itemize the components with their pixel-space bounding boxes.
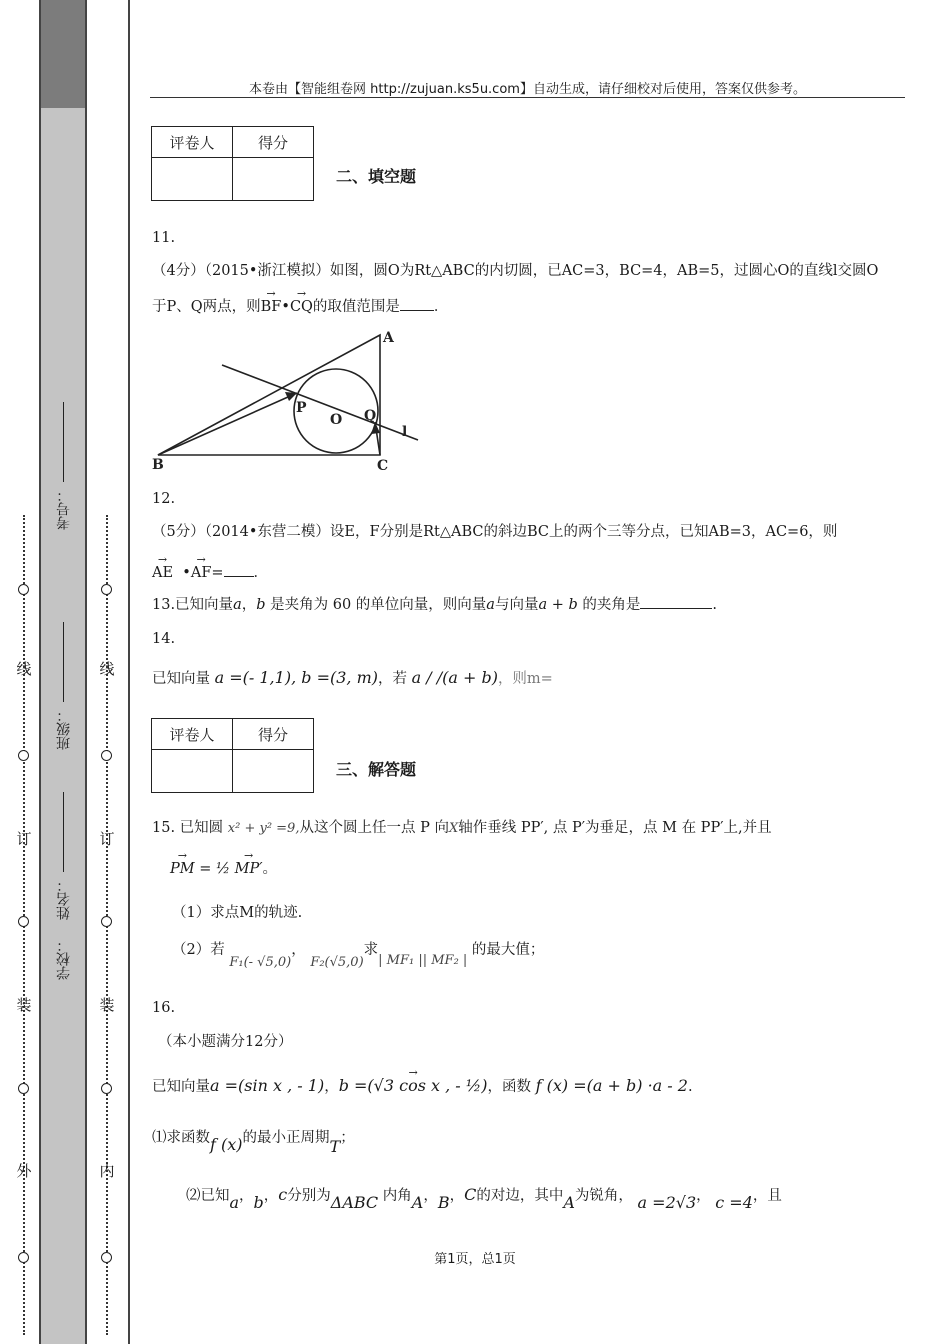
q11-line2-text2: 的取值范围是: [312, 299, 400, 315]
dot-operator: •: [281, 299, 290, 315]
binding-ring: [18, 916, 29, 927]
grader-cell[interactable]: [152, 750, 233, 793]
vector-af: → AF: [191, 563, 212, 583]
q11-line2-text: 于P、Q两点，则: [152, 299, 261, 315]
side-a-value: a =2√3: [637, 1193, 697, 1212]
vector-cq: → CQ: [290, 297, 313, 317]
side-c: c: [278, 1185, 288, 1204]
field-class[interactable]: [46, 600, 82, 750]
inner-char-order: 订: [99, 830, 115, 848]
section-title-fill: 二、填空题: [336, 167, 417, 186]
function-def: f (x) =(a + b) ·a - 2: [535, 1076, 688, 1095]
q12-number: 12.: [152, 491, 176, 507]
label-b: B: [152, 457, 164, 473]
vector-ae: → AE: [152, 563, 173, 583]
grader-cell[interactable]: [152, 158, 233, 201]
binding-ring: [18, 1083, 29, 1094]
side-b: b: [253, 1193, 264, 1212]
field-label: 学校：: [56, 938, 72, 980]
angle-a: A: [563, 1193, 575, 1212]
dot-operator: •: [182, 565, 191, 581]
comma: ，: [291, 942, 306, 958]
vector-a-def: a =(sin x , - 1): [210, 1076, 325, 1095]
score-table: [151, 126, 314, 201]
q13-text: 与向量: [494, 597, 539, 613]
q14-text: ，则m=: [497, 671, 553, 687]
q14-parallel: a / /(a + b): [411, 668, 498, 687]
binding-rule-left: [39, 0, 41, 1344]
period: ．: [433, 299, 449, 315]
period: .: [712, 597, 717, 613]
period: 。: [262, 861, 278, 877]
q13-text: 13.已知向量: [152, 597, 234, 613]
var-a: a: [233, 597, 242, 613]
field-exam-number[interactable]: [46, 385, 82, 530]
q14-text: 已知向量: [152, 671, 210, 687]
comma: ，: [241, 597, 257, 613]
angle-c: C: [464, 1185, 477, 1204]
q15-text: 的最大值；: [471, 942, 545, 958]
inner-char-bind: 装: [99, 996, 115, 1014]
q16-text: ，函数: [487, 1079, 532, 1095]
q15-part1: （1）求点M的轨迹.: [172, 905, 303, 921]
q11-number: 11.: [152, 230, 176, 246]
triangle-abc: [158, 335, 380, 455]
q15-text: 从这个圆上任一点 P 向: [299, 820, 449, 836]
q16-number: 16.: [152, 1000, 176, 1016]
period-t: T: [329, 1137, 341, 1156]
binding-ring: [18, 584, 29, 595]
answer-blank[interactable]: [400, 310, 434, 311]
vector-pm: → PM: [170, 859, 195, 879]
binding-ring: [18, 750, 29, 761]
q15-line1: [152, 818, 772, 839]
binding-ring: [101, 916, 112, 927]
outer-char-outer: 外: [16, 1162, 32, 1180]
focus-f1: F₁(- √5,0): [229, 955, 292, 970]
label-p: P: [296, 400, 307, 416]
angle-a: A: [411, 1193, 424, 1212]
q16-part1: [152, 1127, 355, 1156]
field-label: 考号：: [56, 488, 72, 530]
distance-product: | MF₁ || MF₂ |: [378, 953, 468, 968]
answer-blank[interactable]: [224, 576, 254, 577]
q16-text: 已知向量: [152, 1079, 210, 1095]
q13-text: 的夹角是: [582, 597, 641, 613]
q13: [152, 595, 717, 615]
comma: ，: [696, 1188, 711, 1204]
page-header: 本卷由【智能组卷网 http://zujuan.ks5u.com】自动生成，请仔细校对后使用，答案仅供参考。: [249, 82, 806, 97]
equals: =: [211, 565, 224, 581]
q12-line2: [152, 563, 268, 583]
line-l: [222, 365, 418, 440]
field-label: 姓名：: [56, 878, 72, 920]
field-label: 班级：: [56, 708, 72, 750]
section-title-answer: 三、解答题: [336, 760, 417, 779]
q16-text: ⑵已知: [186, 1188, 230, 1204]
var-a-plus-b: a + b: [538, 597, 578, 613]
score-header: 得分: [233, 719, 314, 750]
comma: ，: [263, 1188, 279, 1204]
period: .: [687, 1079, 693, 1095]
outer-char-line: 线: [16, 660, 32, 678]
focus-f2: F₂(√5,0): [310, 955, 364, 970]
angle-value: 60: [332, 597, 352, 613]
binding-ring: [101, 750, 112, 761]
q16-text: 分别为: [287, 1188, 331, 1204]
q14-line: [152, 668, 553, 689]
answer-blank[interactable]: [640, 608, 712, 609]
score-cell[interactable]: [233, 158, 314, 201]
q16-text: ，且: [752, 1188, 782, 1204]
var-b: b: [256, 597, 266, 613]
axis-x: X: [448, 821, 459, 836]
label-l: l: [402, 424, 408, 440]
q14-text: ，若: [377, 671, 407, 687]
q15-line2: [170, 859, 277, 879]
outer-char-bind: 装: [16, 996, 32, 1014]
vector-bf: → BF: [261, 297, 282, 317]
q15-text: 求: [363, 942, 379, 958]
vector-b-def: → b =(√3 cos x , - ½): [339, 1076, 488, 1096]
q15-text: 15. 已知圆: [152, 820, 224, 836]
q16-part2: [186, 1185, 782, 1212]
comma: ，: [423, 1188, 438, 1204]
comma: ，: [239, 1188, 254, 1204]
vector-mp: → MP′: [235, 859, 263, 879]
field-blank[interactable]: [64, 402, 65, 482]
period: ．: [253, 565, 269, 581]
label-c: C: [377, 458, 389, 473]
q11-line2: [152, 297, 448, 317]
inner-char-line: 线: [99, 660, 115, 678]
q13-text: 是夹角为: [270, 597, 329, 613]
q15-text: 轴作垂线 PP′, 点 P′为垂足，点 M 在 PP′上,并且: [458, 820, 772, 836]
q16-text: ⑴求函数: [152, 1130, 210, 1146]
q16-text: 内角: [382, 1188, 412, 1204]
header-rule: [150, 97, 905, 98]
q16-text: 为锐角，: [574, 1188, 633, 1204]
field-school[interactable]: [46, 880, 82, 980]
score-cell[interactable]: [233, 750, 314, 793]
q14-number: 14.: [152, 631, 176, 647]
comma: ，: [449, 1188, 465, 1204]
field-blank[interactable]: [64, 792, 65, 872]
angle-b: B: [437, 1193, 450, 1212]
q16-text: 的对边，其中: [476, 1188, 564, 1204]
score-header: 得分: [233, 127, 314, 158]
label-q: Q: [364, 408, 377, 424]
side-a: a: [229, 1193, 240, 1212]
function-f: f (x): [210, 1135, 243, 1154]
semicolon: ；: [340, 1130, 355, 1146]
binding-rule-mid: [85, 0, 87, 1344]
q11-figure: [150, 328, 430, 473]
q15-part2: [172, 940, 545, 970]
vector-bp: [158, 393, 297, 455]
q12-line1: （5分）（2014•东营二模）设E，F分别是Rt△ABC的斜边BC上的两个三等分点，已知AB=3，AC=6，则: [152, 524, 838, 540]
q14-vectors: a =(- 1,1), b =(3, m): [214, 668, 378, 687]
label-a: A: [383, 330, 394, 346]
q16-score: （本小题满分12分）: [158, 1034, 293, 1050]
binding-ring: [101, 584, 112, 595]
q11-line1: （4分）（2015•浙江模拟）如图，圆O为Rt△ABC的内切圆，已AC=3，BC=4，AB=5，过圆心O的直线l交圆O: [152, 263, 879, 279]
q16-line1: [152, 1076, 693, 1097]
q15-text: （2）若: [172, 942, 225, 958]
score-table: [151, 718, 314, 793]
comma: ，: [324, 1079, 339, 1095]
q13-text: 的单位向量，则向量: [355, 597, 487, 613]
side-c-value: c =4: [715, 1193, 753, 1212]
triangle-abc-label: ΔABC: [330, 1193, 379, 1212]
field-blank[interactable]: [64, 622, 65, 702]
equation: = ½: [194, 861, 235, 877]
q16-text: 的最小正周期: [242, 1130, 330, 1146]
grader-header: 评卷人: [152, 719, 233, 750]
page-footer: 第1页，总1页: [434, 1252, 516, 1267]
circle-equation: x² + y² =9,: [227, 821, 300, 836]
outer-char-order: 订: [16, 830, 32, 848]
binding-dark-block: [40, 0, 86, 108]
binding-ring: [101, 1083, 112, 1094]
label-o: O: [330, 412, 343, 428]
var-a: a: [486, 597, 495, 613]
grader-header: 评卷人: [152, 127, 233, 158]
binding-rule-right: [128, 0, 130, 1344]
inner-char-inner: 内: [99, 1162, 115, 1180]
